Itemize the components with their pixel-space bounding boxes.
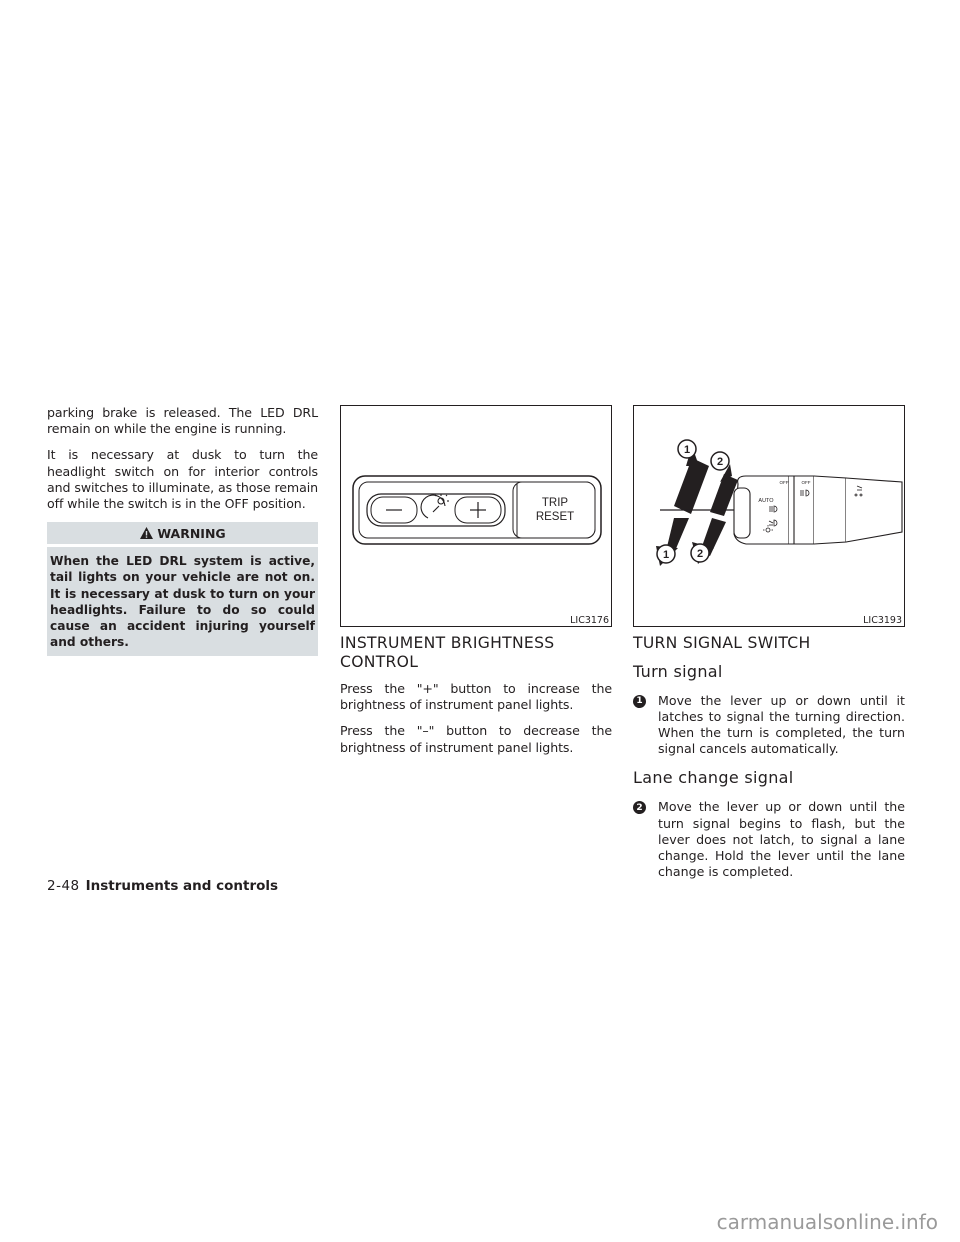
section-heading: INSTRUMENT BRIGHTNESS CONTROL <box>340 634 555 671</box>
page-number: 2-48 <box>47 878 80 894</box>
warning-text: When the LED DRL system is active, tail lights on your vehicle are not on. It is necessary at dusk to turn on your headlights. Failure to do so could cause an accident injuring yourself and others. <box>47 547 318 656</box>
auto-label: AUTO <box>758 498 774 504</box>
watermark: carmanualsonline.info <box>716 1210 938 1234</box>
numbered-item <box>633 693 905 758</box>
item-number-badge: 1 <box>633 695 646 708</box>
subsection-heading: Turn signal <box>633 661 723 681</box>
item-number-badge: 2 <box>633 801 646 814</box>
section-heading: TURN SIGNAL SWITCH <box>633 634 811 652</box>
turn-signal-lever <box>734 476 902 544</box>
left-column <box>47 405 318 656</box>
subsection-heading: Lane change signal <box>633 768 794 788</box>
right-column <box>633 405 905 892</box>
item-text: Move the lever up or down until the turn signal begins to flash, but the lever does not latch, to signal a lane change. Hold the lever until the lane change is completed. <box>658 799 905 880</box>
page-footer <box>47 878 278 894</box>
turn-signal-figure <box>633 405 905 627</box>
warning-header <box>47 522 318 544</box>
turn-signal-illustration <box>634 406 904 626</box>
body-paragraph: Press the "+" button to increase the brightness of instrument panel lights. <box>340 681 612 713</box>
numbered-item <box>633 799 905 880</box>
warning-icon <box>139 526 154 540</box>
body-paragraph: parking brake is released. The LED DRL remain on while the engine is running. <box>47 405 318 437</box>
figure-id: LIC3193 <box>863 615 902 626</box>
body-paragraph: It is necessary at dusk to turn the headlight switch on for interior controls and switches to illuminate, as those remain off while the switch is in the OFF position. <box>47 447 318 512</box>
figure-id: LIC3176 <box>570 615 609 626</box>
callout-number: 1 <box>662 549 670 561</box>
warning-title: WARNING <box>157 525 226 541</box>
chapter-title: Instruments and controls <box>85 878 279 894</box>
callout-number: 2 <box>696 548 704 560</box>
off-label: OFF <box>801 480 811 485</box>
brightness-control-figure <box>340 405 612 627</box>
reset-label: RESET <box>535 511 575 523</box>
trip-label: TRIP <box>541 497 569 509</box>
off-label: OFF <box>779 480 789 485</box>
callout-number: 1 <box>683 444 691 456</box>
body-paragraph: Press the "–" button to decrease the brightness of instrument panel lights. <box>340 723 612 755</box>
middle-column <box>340 405 612 766</box>
callout-number: 2 <box>716 456 724 468</box>
item-text: Move the lever up or down until it latches to signal the turning direction. When the turn is completed, the turn signal cancels automatically. <box>658 692 905 757</box>
brightness-control-illustration <box>341 406 611 626</box>
